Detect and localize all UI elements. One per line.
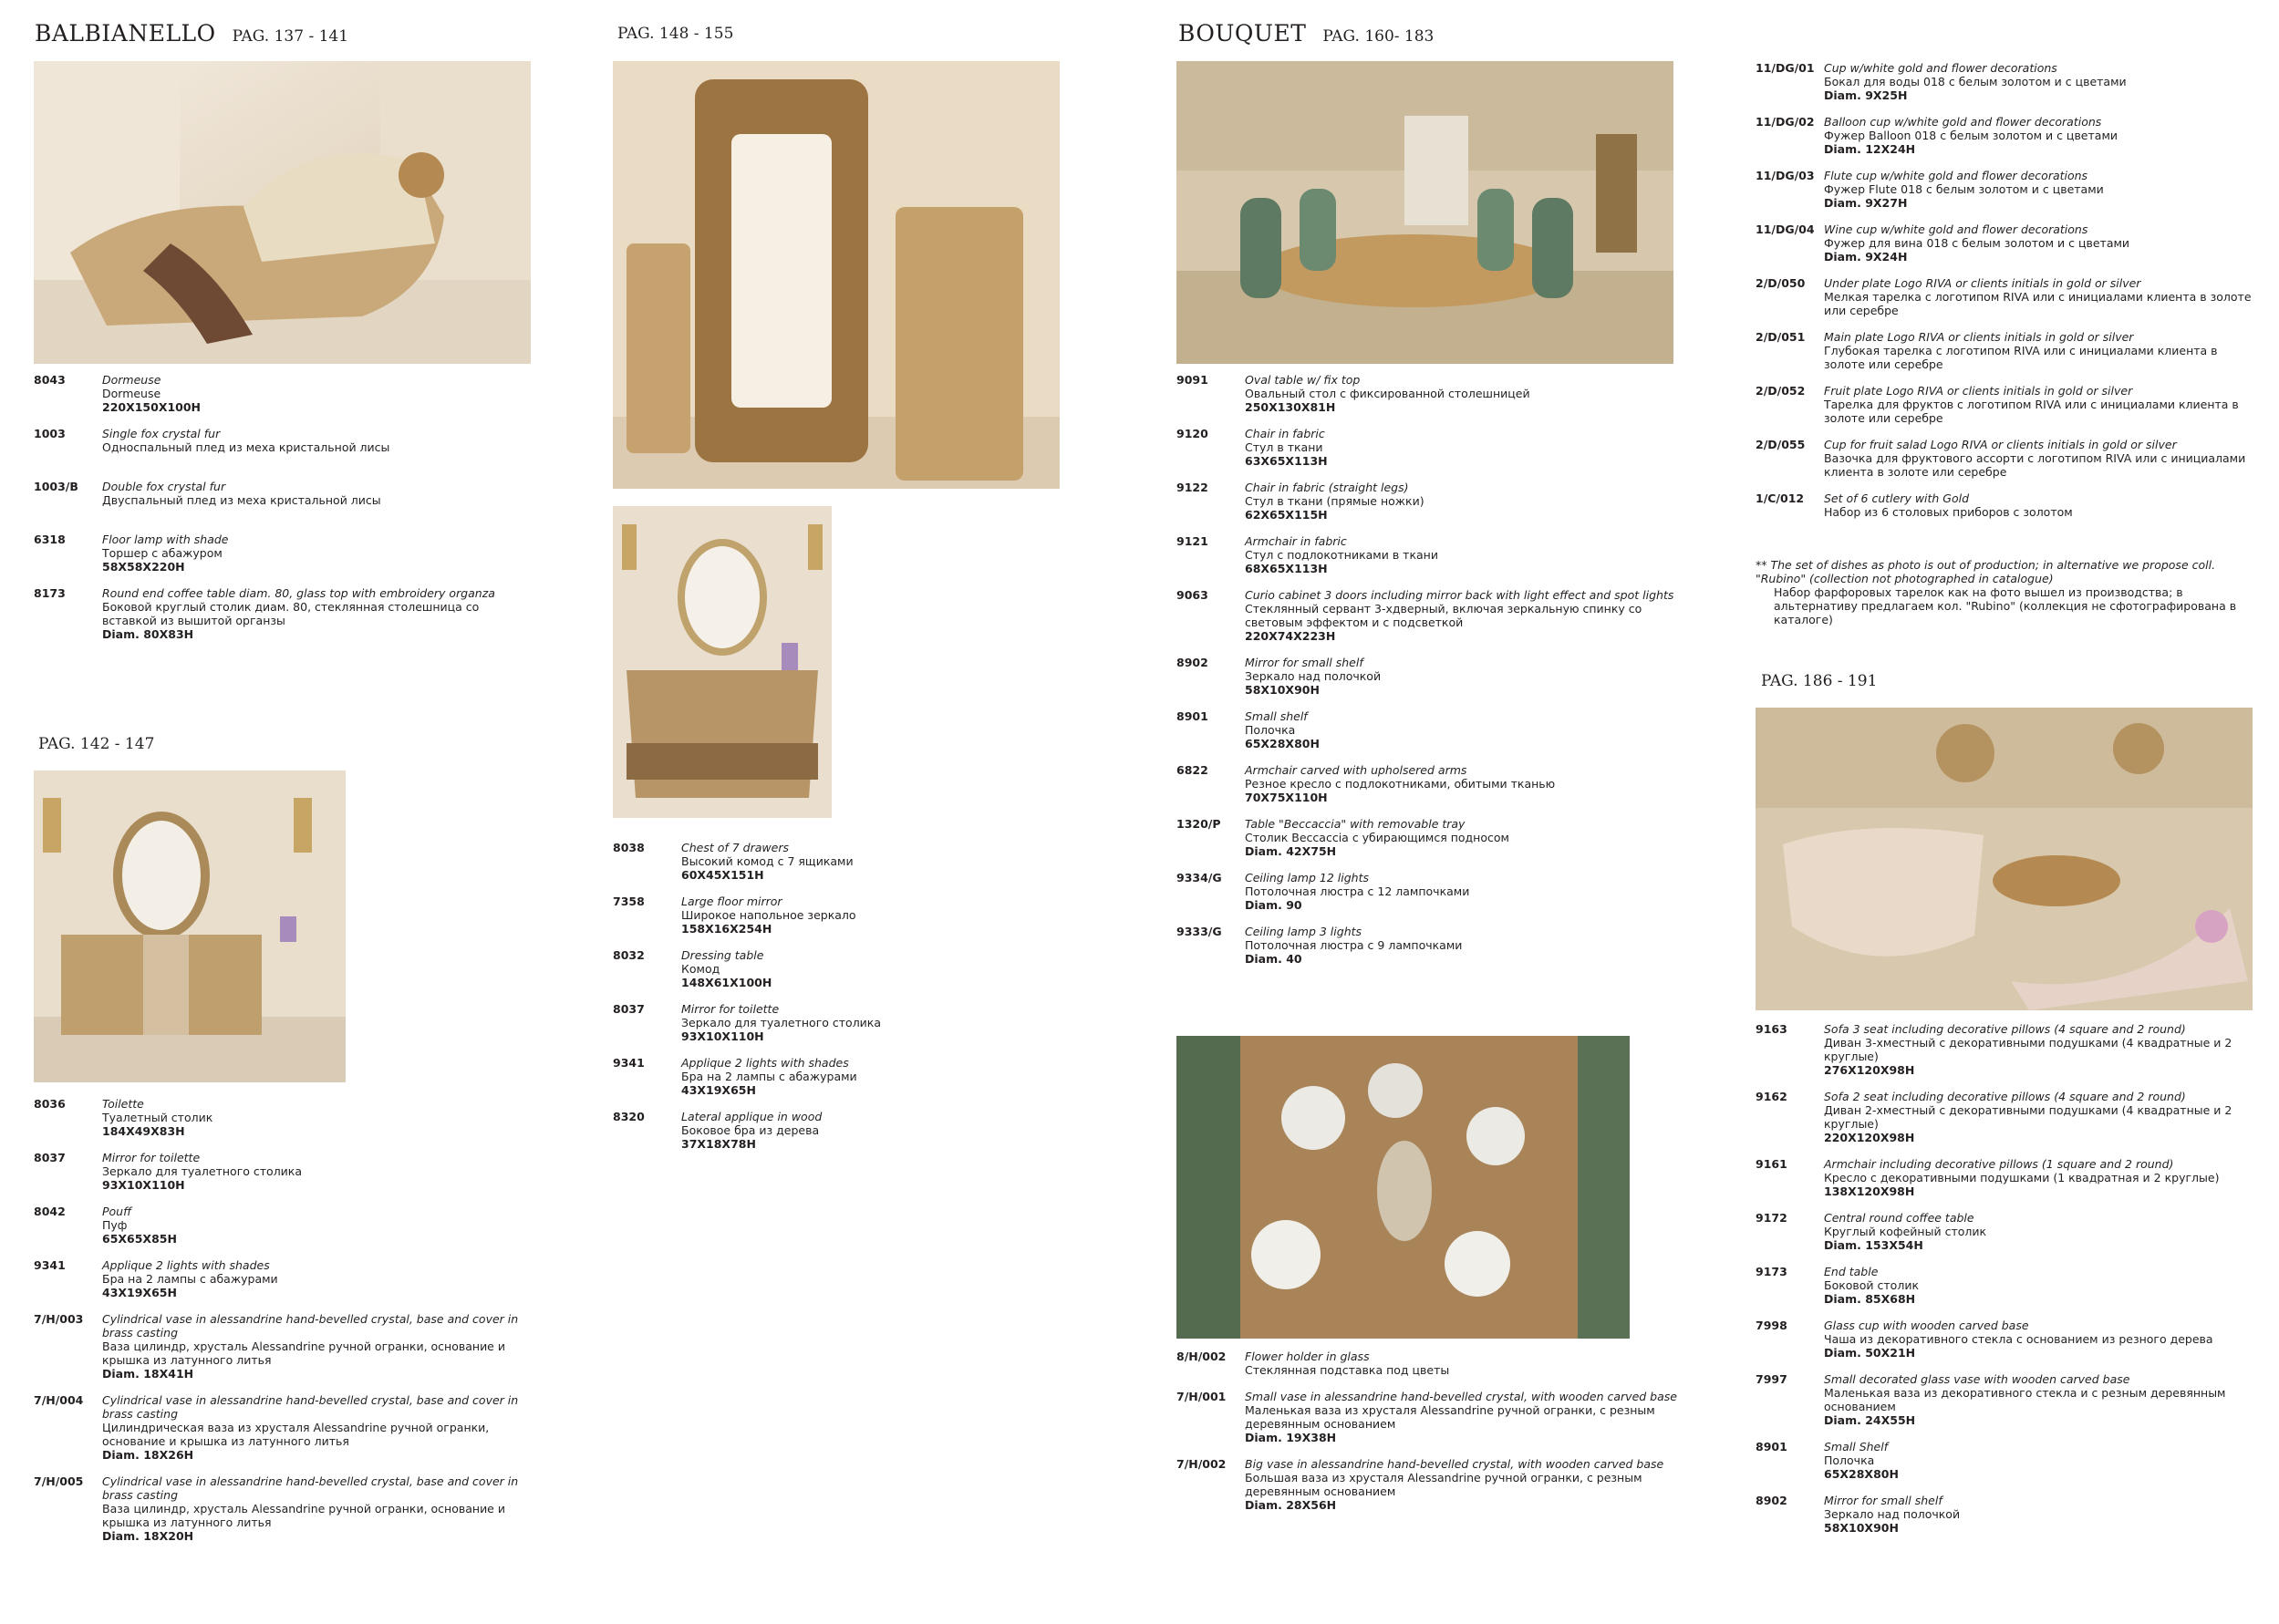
product-item bbox=[1176, 925, 1696, 966]
product-item bbox=[1176, 871, 1696, 912]
product-name-ru: Резное кресло с подлокотниками, обитыми тканью bbox=[1245, 777, 1556, 791]
product-item bbox=[1176, 1457, 1696, 1512]
page-range: PAG. 137 - 141 bbox=[232, 27, 349, 46]
product-dimensions: Diam. 18X20H bbox=[102, 1529, 194, 1543]
floor-mirror-illustration bbox=[613, 61, 1060, 489]
product-dimensions: Diam. 9X27H bbox=[1824, 196, 1908, 210]
product-list-tableware bbox=[1756, 61, 2253, 532]
product-item bbox=[34, 480, 531, 520]
product-name-ru: Стеклянная подставка под цветы bbox=[1245, 1363, 1450, 1377]
product-item bbox=[1176, 656, 1696, 697]
product-dimensions: 65X28X80H bbox=[1824, 1467, 1899, 1481]
product-code: 7997 bbox=[1756, 1372, 1787, 1386]
product-name-ru: Высокий комод с 7 ящиками bbox=[681, 854, 854, 868]
product-name-en: Wine cup w/white gold and flower decorations bbox=[1824, 222, 2088, 236]
product-code: 9122 bbox=[1176, 481, 1208, 494]
product-name-ru: Маленькая ваза из хрусталя Alessandrine ручной огранки, с резным деревянным основанием bbox=[1245, 1403, 1655, 1431]
product-name-en: Big vase in alessandrine hand-bevelled crystal, with wooden carved base bbox=[1245, 1457, 1664, 1471]
product-name-ru: Зеркало для туалетного столика bbox=[681, 1016, 882, 1029]
product-dimensions: 60X45X151H bbox=[681, 868, 764, 882]
product-code: 9341 bbox=[34, 1258, 66, 1272]
product-name-en: Double fox crystal fur bbox=[102, 480, 226, 493]
product-item bbox=[34, 1474, 531, 1543]
product-code: 8043 bbox=[34, 373, 66, 387]
product-dimensions: 37X18X78H bbox=[681, 1137, 756, 1151]
product-code: 8037 bbox=[34, 1151, 66, 1164]
product-name-ru: Стул с подлокотниками в ткани bbox=[1245, 548, 1438, 562]
product-name-en: Flute cup w/white gold and flower decorations bbox=[1824, 169, 2088, 182]
product-code: 7/H/005 bbox=[34, 1474, 84, 1488]
product-dimensions: 58X10X90H bbox=[1824, 1521, 1899, 1535]
product-name-ru: Фужер Balloon 018 с белым золотом и с цветами bbox=[1824, 129, 2118, 142]
product-dimensions: 43X19X65H bbox=[102, 1286, 177, 1299]
product-item bbox=[1176, 1350, 1696, 1377]
product-name-ru: Фужер Flute 018 с белым золотом и с цветами bbox=[1824, 182, 2104, 196]
product-name-en: Fruit plate Logo RIVA or clients initials in gold or silver bbox=[1824, 384, 2133, 398]
product-code: 9172 bbox=[1756, 1211, 1787, 1225]
product-dimensions: 220X74X223H bbox=[1245, 629, 1336, 643]
product-code: 8902 bbox=[1756, 1494, 1787, 1507]
product-name-en: Main plate Logo RIVA or clients initials in gold or silver bbox=[1824, 330, 2134, 344]
product-dimensions: Diam. 85X68H bbox=[1824, 1292, 1916, 1306]
photo-floor-mirror bbox=[613, 61, 1060, 489]
product-name-ru: Зеркало над полочкой bbox=[1824, 1507, 1961, 1521]
product-dimensions: Diam. 18X41H bbox=[102, 1367, 194, 1381]
product-code: 9334/G bbox=[1176, 871, 1222, 884]
product-name-ru: Зеркало для туалетного столика bbox=[102, 1164, 303, 1178]
product-name-en: Small Shelf bbox=[1824, 1440, 1889, 1453]
product-code: 7/H/002 bbox=[1176, 1457, 1227, 1471]
product-name-en: Ceiling lamp 12 lights bbox=[1245, 871, 1369, 884]
product-name-en: Small decorated glass vase with wooden carved base bbox=[1824, 1372, 2130, 1386]
product-name-ru: Dormeuse bbox=[102, 387, 161, 400]
product-dimensions: Diam. 12X24H bbox=[1824, 142, 1916, 156]
product-item bbox=[1756, 1022, 2253, 1077]
product-item bbox=[1176, 763, 1696, 804]
product-name-en: Oval table w/ fix top bbox=[1245, 373, 1361, 387]
product-name-ru: Боковой круглый столик диам. 80, стеклянная столешница со вставкой из вышитой органзы bbox=[102, 600, 480, 627]
section-title-p148 bbox=[617, 22, 733, 43]
product-code: 11/DG/03 bbox=[1756, 169, 1815, 182]
dining-room-illustration bbox=[1176, 61, 1673, 364]
product-list-p186 bbox=[1756, 1022, 2253, 1547]
product-code: 7998 bbox=[1756, 1319, 1787, 1332]
product-name-en: Flower holder in glass bbox=[1245, 1350, 1370, 1363]
product-item bbox=[1756, 1372, 2253, 1427]
product-item bbox=[1176, 817, 1696, 858]
product-item bbox=[1756, 1157, 2253, 1198]
product-code: 2/D/051 bbox=[1756, 330, 1806, 344]
product-name-en: Floor lamp with shade bbox=[102, 533, 229, 546]
product-name-ru: Комод bbox=[681, 962, 720, 976]
product-code: 11/DG/02 bbox=[1756, 115, 1815, 129]
product-dimensions: 65X28X80H bbox=[1245, 737, 1320, 750]
product-list-p148 bbox=[613, 841, 1110, 1164]
product-code: 9341 bbox=[613, 1056, 645, 1070]
product-item bbox=[34, 586, 531, 641]
product-item bbox=[1756, 1211, 2253, 1252]
product-code: 2/D/052 bbox=[1756, 384, 1806, 398]
product-dimensions: 148X61X100H bbox=[681, 976, 772, 989]
product-item bbox=[1176, 709, 1696, 750]
product-name-en: Cylindrical vase in alessandrine hand-bevelled crystal, base and cover in brass casting bbox=[102, 1474, 519, 1502]
product-item bbox=[613, 895, 1110, 936]
product-item bbox=[1756, 491, 2253, 519]
product-item bbox=[1756, 438, 2253, 479]
product-name-en: Table "Beccaccia" with removable tray bbox=[1245, 817, 1466, 831]
product-item bbox=[1176, 373, 1696, 414]
product-dimensions: 58X58X220H bbox=[102, 560, 185, 574]
product-code: 2/D/055 bbox=[1756, 438, 1806, 451]
product-item bbox=[1176, 1390, 1696, 1444]
product-name-en: Central round coffee table bbox=[1824, 1211, 1974, 1225]
product-name-ru: Стул в ткани (прямые ножки) bbox=[1245, 494, 1424, 508]
product-name-ru: Чаша из декоративного стекла с основанием из резного дерева bbox=[1824, 1332, 2213, 1346]
product-item bbox=[613, 1056, 1110, 1097]
product-name-en: Dormeuse bbox=[102, 373, 161, 387]
product-code: 8032 bbox=[613, 948, 645, 962]
product-code: 11/DG/04 bbox=[1756, 222, 1815, 236]
collection-name: BALBIANELLO bbox=[35, 20, 216, 47]
product-name-ru: Полочка bbox=[1245, 723, 1296, 737]
product-name-ru: Двуспальный плед из меха кристальной лисы bbox=[102, 493, 381, 507]
note-ru: Набор фарфоровых тарелок как на фото вышел из производства; в альтернативу предлагаем кол. "Rubino" (коллекция не сфотографирована в каталоге) bbox=[1774, 585, 2237, 626]
product-name-ru: Стул в ткани bbox=[1245, 440, 1323, 454]
product-item bbox=[1756, 1265, 2253, 1306]
product-name-ru: Боковой столик bbox=[1824, 1278, 1919, 1292]
product-code: 9161 bbox=[1756, 1157, 1787, 1171]
product-code: 8901 bbox=[1176, 709, 1208, 723]
product-dimensions: Diam. 18X26H bbox=[102, 1448, 194, 1462]
product-item bbox=[1756, 1090, 2253, 1144]
product-dimensions: Diam. 42X75H bbox=[1245, 844, 1337, 858]
product-dimensions: Diam. 153X54H bbox=[1824, 1238, 1923, 1252]
product-name-en: Small shelf bbox=[1245, 709, 1308, 723]
product-name-en: Dressing table bbox=[681, 948, 764, 962]
product-code: 9173 bbox=[1756, 1265, 1787, 1278]
product-item bbox=[34, 373, 531, 414]
product-name-en: Ceiling lamp 3 lights bbox=[1245, 925, 1362, 938]
product-item bbox=[1176, 588, 1696, 643]
product-name-en: Pouff bbox=[102, 1205, 132, 1218]
product-item bbox=[1756, 169, 2253, 210]
product-dimensions: Diam. 80X83H bbox=[102, 627, 194, 641]
product-item bbox=[34, 1151, 531, 1192]
product-name-ru: Вазочка для фруктового ассорти с логотипом RIVA или с инициалами клиента в золоте или серебре bbox=[1824, 451, 2246, 479]
photo-dressing-table bbox=[613, 506, 832, 818]
page-range: PAG. 186 - 191 bbox=[1761, 672, 1878, 690]
product-dimensions: 276X120X98H bbox=[1824, 1063, 1915, 1077]
product-name-en: Glass cup with wooden carved base bbox=[1824, 1319, 2029, 1332]
section-title-p186 bbox=[1761, 669, 1877, 690]
product-dimensions: 70X75X110H bbox=[1245, 791, 1328, 804]
product-dimensions: 62X65X115H bbox=[1245, 508, 1328, 522]
product-code: 8173 bbox=[34, 586, 66, 600]
product-code: 7/H/004 bbox=[34, 1393, 84, 1407]
page-range: PAG. 148 - 155 bbox=[617, 25, 734, 43]
product-name-en: Small vase in alessandrine hand-bevelled crystal, with wooden carved base bbox=[1245, 1390, 1677, 1403]
product-code: 9091 bbox=[1176, 373, 1208, 387]
product-item bbox=[613, 1110, 1110, 1151]
product-name-ru: Широкое напольное зеркало bbox=[681, 908, 856, 922]
product-code: 9162 bbox=[1756, 1090, 1787, 1103]
product-dimensions: 63X65X113H bbox=[1245, 454, 1328, 468]
product-name-ru: Диван 2-хместный с декоративными подушками (4 квадратные и 2 круглые) bbox=[1824, 1103, 2232, 1131]
photo-dining-room bbox=[1176, 61, 1673, 364]
product-code: 8320 bbox=[613, 1110, 645, 1123]
section-title-bouquet bbox=[1178, 22, 1434, 46]
product-name-en: Mirror for small shelf bbox=[1245, 656, 1363, 669]
product-dimensions: 58X10X90H bbox=[1245, 683, 1320, 697]
product-item bbox=[613, 948, 1110, 989]
product-item bbox=[1756, 276, 2253, 317]
product-name-en: Balloon cup w/white gold and flower decorations bbox=[1824, 115, 2102, 129]
product-name-en: Armchair in fabric bbox=[1245, 534, 1347, 548]
photo-toilette bbox=[34, 771, 346, 1082]
product-name-en: Chair in fabric bbox=[1245, 427, 1325, 440]
product-code: 7/H/001 bbox=[1176, 1390, 1227, 1403]
product-code: 2/D/050 bbox=[1756, 276, 1806, 290]
product-item bbox=[34, 1393, 531, 1462]
product-code: 11/DG/01 bbox=[1756, 61, 1815, 75]
product-name-ru: Туалетный столик bbox=[102, 1111, 213, 1124]
dressing-table-illustration bbox=[613, 506, 832, 818]
product-name-ru: Полочка bbox=[1824, 1453, 1875, 1467]
product-name-en: Applique 2 lights with shades bbox=[681, 1056, 849, 1070]
product-list-bouquet bbox=[1176, 373, 1696, 978]
product-dimensions: 220X150X100H bbox=[102, 400, 202, 414]
product-list-balbianello bbox=[34, 373, 531, 654]
product-code: 9063 bbox=[1176, 588, 1208, 602]
product-name-ru: Ваза цилиндр, хрусталь Alessandrine ручной огранки, основание и крышка из латунного литья bbox=[102, 1340, 505, 1367]
page-range: PAG. 142 - 147 bbox=[38, 735, 155, 753]
product-item bbox=[1176, 481, 1696, 522]
product-name-en: Cylindrical vase in alessandrine hand-bevelled crystal, base and cover in brass casting bbox=[102, 1393, 519, 1421]
product-code: 1/C/012 bbox=[1756, 491, 1805, 505]
product-name-ru: Фужер для вина 018 с белым золотом и с цветами bbox=[1824, 236, 2130, 250]
product-name-en: Sofa 3 seat including decorative pillows (4 square and 2 round) bbox=[1824, 1022, 2186, 1036]
product-name-en: Single fox crystal fur bbox=[102, 427, 221, 440]
product-dimensions: Diam. 40 bbox=[1245, 952, 1302, 966]
product-dimensions: 184X49X83H bbox=[102, 1124, 185, 1138]
product-list-vases bbox=[1176, 1350, 1696, 1525]
product-dimensions: Diam. 9X24H bbox=[1824, 250, 1908, 264]
product-name-en: Chest of 7 drawers bbox=[681, 841, 789, 854]
photo-dormeuse bbox=[34, 61, 531, 364]
photo-table-setting bbox=[1176, 1036, 1630, 1339]
product-code: 6318 bbox=[34, 533, 66, 546]
product-dimensions: Diam. 28X56H bbox=[1245, 1498, 1337, 1512]
product-dimensions: 93X10X110H bbox=[102, 1178, 185, 1192]
product-name-en: Curio cabinet 3 doors including mirror back with light effect and spot lights bbox=[1245, 588, 1674, 602]
product-dimensions: Diam. 90 bbox=[1245, 898, 1302, 912]
product-name-ru: Набор из 6 столовых приборов с золотом bbox=[1824, 505, 2073, 519]
product-item bbox=[34, 533, 531, 574]
product-code: 9120 bbox=[1176, 427, 1208, 440]
product-code: 8902 bbox=[1176, 656, 1208, 669]
product-dimensions: Diam. 50X21H bbox=[1824, 1346, 1916, 1360]
section-title-balbianello bbox=[35, 22, 348, 46]
product-name-ru: Односпальный плед из меха кристальной лисы bbox=[102, 440, 390, 454]
product-name-ru: Кресло с декоративными подушками (1 квадратная и 2 круглые) bbox=[1824, 1171, 2220, 1184]
page-range: PAG. 160- 183 bbox=[1322, 27, 1435, 46]
product-item bbox=[34, 1312, 531, 1381]
product-dimensions: 250X130X81H bbox=[1245, 400, 1336, 414]
product-dimensions: Diam. 24X55H bbox=[1824, 1413, 1916, 1427]
product-name-ru: Бокал для воды 018 с белым золотом и с цветами bbox=[1824, 75, 2127, 88]
product-name-en: Toilette bbox=[102, 1097, 144, 1111]
product-name-en: Cylindrical vase in alessandrine hand-bevelled crystal, base and cover in brass casting bbox=[102, 1312, 519, 1340]
tableware-note bbox=[1756, 558, 2253, 626]
product-name-ru: Потолочная люстра с 12 лампочками bbox=[1245, 884, 1470, 898]
collection-name: BOUQUET bbox=[1178, 20, 1307, 47]
product-item bbox=[1756, 330, 2253, 371]
product-name-en: Applique 2 lights with shades bbox=[102, 1258, 270, 1272]
product-name-ru: Глубокая тарелка с логотипом RIVA или с инициалами клиента в золоте или серебре bbox=[1824, 344, 2218, 371]
product-dimensions: 158X16X254H bbox=[681, 922, 772, 936]
product-name-ru: Бра на 2 лампы с абажурами bbox=[681, 1070, 857, 1083]
toilette-illustration bbox=[34, 771, 346, 1082]
product-dimensions: Diam. 19X38H bbox=[1245, 1431, 1337, 1444]
product-name-en: Armchair carved with upholsered arms bbox=[1245, 763, 1467, 777]
product-name-ru: Пуф bbox=[102, 1218, 128, 1232]
product-name-ru: Боковое бра из дерева bbox=[681, 1123, 820, 1137]
product-name-ru: Столик Beccaccia с убирающимся подносом bbox=[1245, 831, 1509, 844]
product-name-ru: Тарелка для фруктов с логотипом RIVA или с инициалами клиента в золоте или серебре bbox=[1824, 398, 2239, 425]
photo-living-room bbox=[1756, 708, 2253, 1010]
product-dimensions: Diam. 9X25H bbox=[1824, 88, 1908, 102]
product-item bbox=[1756, 384, 2253, 425]
dormeuse-illustration bbox=[34, 61, 531, 364]
product-name-ru: Овальный стол с фиксированной столешницей bbox=[1245, 387, 1530, 400]
product-code: 8/H/002 bbox=[1176, 1350, 1227, 1363]
product-name-en: Mirror for toilette bbox=[681, 1002, 780, 1016]
product-dimensions: 43X19X65H bbox=[681, 1083, 756, 1097]
product-name-ru: Торшер с абажуром bbox=[102, 546, 223, 560]
product-name-en: Large floor mirror bbox=[681, 895, 782, 908]
product-item bbox=[1756, 115, 2253, 156]
product-code: 9333/G bbox=[1176, 925, 1222, 938]
product-name-en: Cup w/white gold and flower decorations bbox=[1824, 61, 2057, 75]
product-name-en: Cup for fruit salad Logo RIVA or clients initials in gold or silver bbox=[1824, 438, 2177, 451]
product-name-en: Sofa 2 seat including decorative pillows (4 square and 2 round) bbox=[1824, 1090, 2186, 1103]
product-code: 1003/B bbox=[34, 480, 78, 493]
product-name-en: Chair in fabric (straight legs) bbox=[1245, 481, 1409, 494]
product-item bbox=[1756, 1440, 2253, 1481]
product-name-ru: Стеклянный сервант 3-хдверный, включая зеркальную спинку со световым эффектом и с подсветкой bbox=[1245, 602, 1642, 629]
product-name-en: Armchair including decorative pillows (1 square and 2 round) bbox=[1824, 1157, 2174, 1171]
product-code: 7358 bbox=[613, 895, 645, 908]
product-name-ru: Диван 3-хместный с декоративными подушками (4 квадратные и 2 круглые) bbox=[1824, 1036, 2232, 1063]
product-name-en: Lateral applique in wood bbox=[681, 1110, 823, 1123]
product-dimensions: 93X10X110H bbox=[681, 1029, 764, 1043]
product-name-en: Mirror for toilette bbox=[102, 1151, 201, 1164]
product-code: 8037 bbox=[613, 1002, 645, 1016]
product-item bbox=[613, 841, 1110, 882]
section-title-p142 bbox=[38, 732, 154, 753]
product-name-ru: Потолочная люстра с 9 лампочками bbox=[1245, 938, 1463, 952]
product-name-ru: Ваза цилиндр, хрусталь Alessandrine ручной огранки, основание и крышка из латунного литья bbox=[102, 1502, 505, 1529]
product-name-en: Set of 6 cutlery with Gold bbox=[1824, 491, 1970, 505]
product-item bbox=[34, 1258, 531, 1299]
product-code: 8038 bbox=[613, 841, 645, 854]
product-name-en: Mirror for small shelf bbox=[1824, 1494, 1942, 1507]
table-setting-illustration bbox=[1176, 1036, 1630, 1339]
product-name-ru: Круглый кофейный столик bbox=[1824, 1225, 1987, 1238]
product-item bbox=[34, 1097, 531, 1138]
product-code: 8042 bbox=[34, 1205, 66, 1218]
product-item bbox=[613, 1002, 1110, 1043]
product-code: 9121 bbox=[1176, 534, 1208, 548]
product-name-ru: Маленькая ваза из декоративного стекла и с резным деревянным основанием bbox=[1824, 1386, 2226, 1413]
product-code: 1320/P bbox=[1176, 817, 1221, 831]
product-code: 9163 bbox=[1756, 1022, 1787, 1036]
product-name-en: End table bbox=[1824, 1265, 1879, 1278]
product-code: 7/H/003 bbox=[34, 1312, 84, 1326]
product-dimensions: 68X65X113H bbox=[1245, 562, 1328, 575]
product-name-ru: Мелкая тарелка с логотипом RIVA или с инициалами клиента в золоте или серебре bbox=[1824, 290, 2252, 317]
product-name-ru: Зеркало над полочкой bbox=[1245, 669, 1382, 683]
product-item bbox=[34, 427, 531, 467]
product-item bbox=[34, 1205, 531, 1246]
product-code: 8036 bbox=[34, 1097, 66, 1111]
product-item bbox=[1176, 534, 1696, 575]
product-code: 1003 bbox=[34, 427, 66, 440]
product-dimensions: 65X65X85H bbox=[102, 1232, 177, 1246]
product-dimensions: 138X120X98H bbox=[1824, 1184, 1915, 1198]
note-en: ** The set of dishes as photo is out of production; in alternative we propose coll. "Rubino" (collection not photographed in catalogue) bbox=[1756, 558, 2216, 585]
product-code: 6822 bbox=[1176, 763, 1208, 777]
product-code: 8901 bbox=[1756, 1440, 1787, 1453]
product-item bbox=[1756, 222, 2253, 264]
product-dimensions: 220X120X98H bbox=[1824, 1131, 1915, 1144]
product-item bbox=[1756, 61, 2253, 102]
living-room-illustration bbox=[1756, 708, 2253, 1010]
product-name-en: Round end coffee table diam. 80, glass top with embroidery organza bbox=[102, 586, 495, 600]
product-item bbox=[1756, 1494, 2253, 1535]
product-item bbox=[1756, 1319, 2253, 1360]
product-item bbox=[1176, 427, 1696, 468]
product-list-p142 bbox=[34, 1097, 531, 1556]
product-name-ru: Бра на 2 лампы с абажурами bbox=[102, 1272, 278, 1286]
product-name-ru: Большая ваза из хрусталя Alessandrine ручной огранки, с резным деревянным основанием bbox=[1245, 1471, 1642, 1498]
product-name-en: Under plate Logo RIVA or clients initials in gold or silver bbox=[1824, 276, 2141, 290]
product-name-ru: Цилиндрическая ваза из хрусталя Alessandrine ручной огранки, основание и крышка из латунного литья bbox=[102, 1421, 490, 1448]
